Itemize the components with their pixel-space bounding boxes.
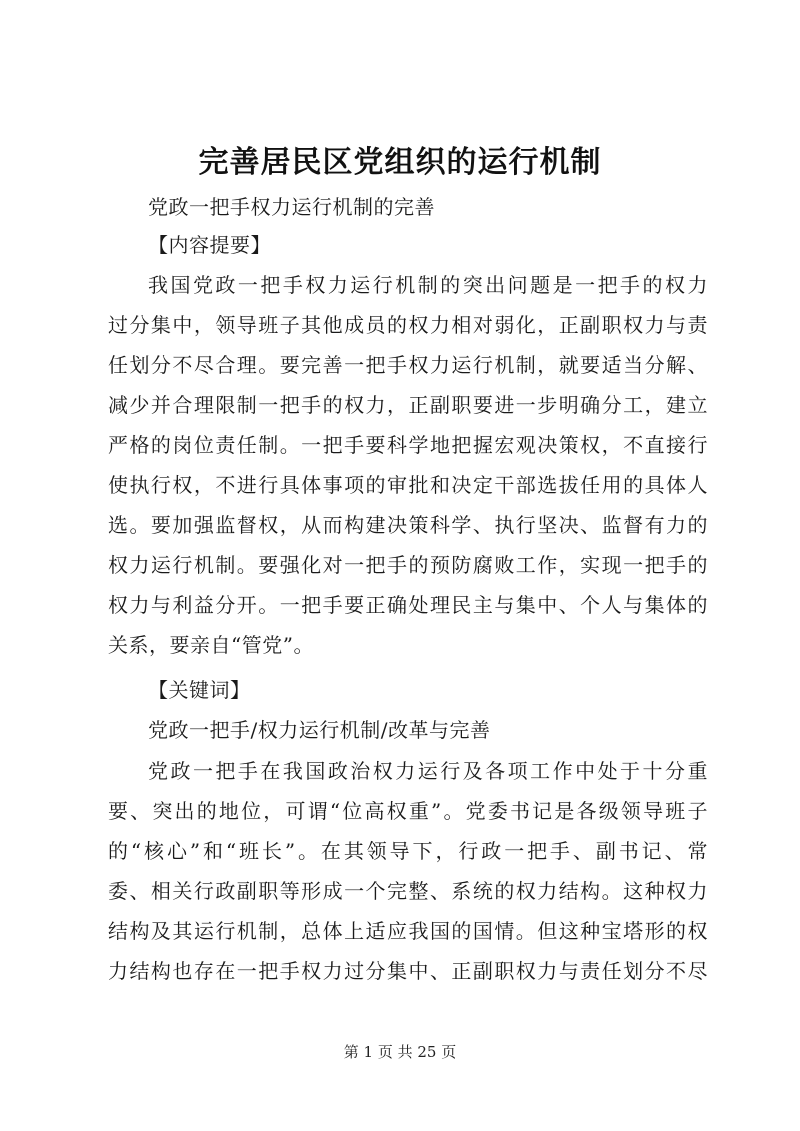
paragraph-line: 的“核心”和“班长”。在其领导下，行政一把手、副书记、常 (108, 839, 708, 863)
paragraph-line: 任划分不尽合理。要完善一把手权力运行机制，就要适当分解、 (108, 353, 708, 377)
keywords-heading: 【关键词】 (148, 678, 251, 702)
paragraph-line: 严格的岗位责任制。一把手要科学地把握宏观决策权，不直接行 (108, 433, 708, 457)
paragraph-line: 选。要加强监督权，从而构建决策科学、执行坚决、监督有力的 (108, 513, 708, 537)
keywords-line: 党政一把手/权力运行机制/改革与完善 (148, 718, 491, 742)
paragraph-line: 权力与利益分开。一把手要正确处理民主与集中、个人与集体的 (108, 593, 708, 617)
paragraph-line: 关系，要亲自“管党”。 (108, 633, 314, 657)
page-number: 第 1 页 共 25 页 (343, 1043, 457, 1061)
document-title: 完善居民区党组织的运行机制 (198, 145, 602, 180)
subtitle-line: 党政一把手权力运行机制的完善 (148, 195, 435, 219)
paragraph-line: 要、突出的地位，可谓“位高权重”。党委书记是各级领导班子 (108, 799, 708, 823)
paragraph-line: 使执行权，不进行具体事项的审批和决定干部选拔任用的具体人 (108, 473, 708, 497)
paragraph-line: 过分集中，领导班子其他成员的权力相对弱化，正副职权力与责 (108, 313, 708, 337)
paragraph-line: 委、相关行政副职等形成一个完整、系统的权力结构。这种权力 (108, 879, 708, 903)
paragraph-line: 结构及其运行机制，总体上适应我国的国情。但这种宝塔形的权 (108, 919, 708, 943)
paragraph-line: 党政一把手在我国政治权力运行及各项工作中处于十分重 (148, 759, 708, 783)
paragraph-line: 减少并合理限制一把手的权力，正副职要进一步明确分工，建立 (108, 393, 708, 417)
paragraph-line: 我国党政一把手权力运行机制的突出问题是一把手的权力 (148, 273, 708, 297)
paragraph-line: 权力运行机制。要强化对一把手的预防腐败工作，实现一把手的 (108, 553, 708, 577)
abstract-heading: 【内容提要】 (148, 233, 271, 257)
paragraph-line: 力结构也存在一把手权力过分集中、正副职权力与责任划分不尽 (108, 959, 708, 983)
